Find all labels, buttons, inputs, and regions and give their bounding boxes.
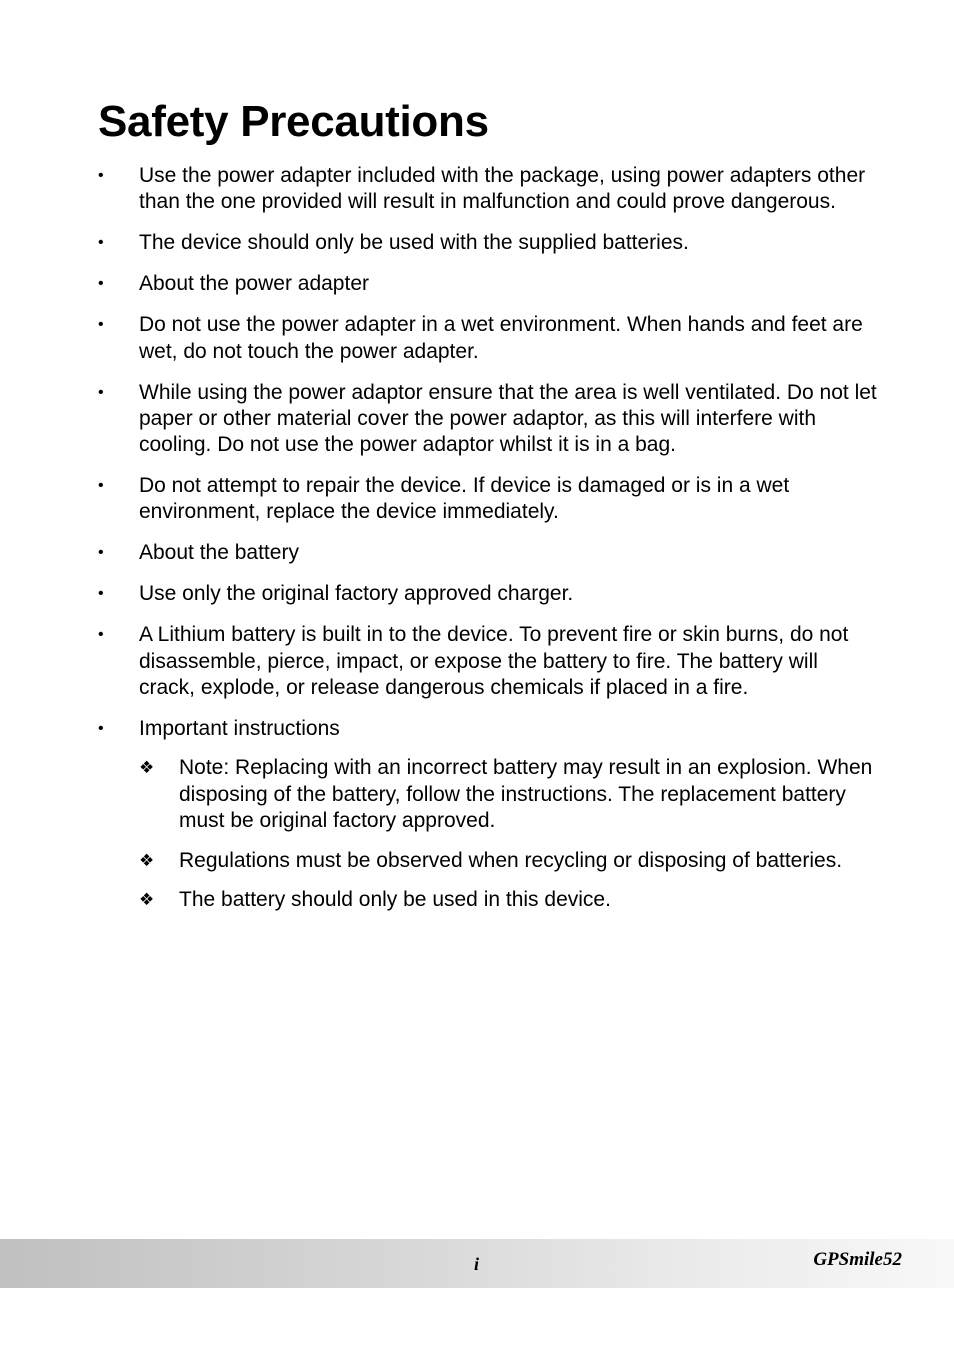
page-title: Safety Precautions [98,97,489,146]
bullet-icon: • [98,477,104,495]
list-item [98,380,878,459]
list-item-text: About the power adapter [139,272,369,296]
list-item [98,473,878,526]
list-item-text: A Lithium battery is built in to the device. To prevent fire or skin burns, do not disassemble, pierce, impact, or expose the battery to fire. The battery will crack, explode, or release dangerous chemicals if placed in a fire. [139,623,849,699]
list-item-text: Do not use the power adapter in a wet environment. When hands and feet are wet, do not touch the power adapter. [139,313,863,363]
list-item [98,271,878,297]
bullet-icon: • [98,275,104,293]
diamond-bullet-icon: ❖ [139,890,155,910]
bullet-icon: • [98,626,104,644]
list-item-text: Important instructions [139,716,340,740]
list-item-text: About the battery [139,541,299,565]
bullet-icon: • [98,719,104,737]
list-item-text: While using the power adaptor ensure that the area is well ventilated. Do not let paper or other material cover the power adaptor, as this will interfere with cooling. Do not use the power adaptor whilst it is in a bag. [139,380,877,457]
sub-list [139,755,878,913]
bullet-icon: • [98,383,104,401]
product-model: GPSmile52 [813,1249,902,1270]
list-item [98,716,878,914]
list-item [98,581,878,607]
list-item [98,163,878,216]
diamond-bullet-icon: ❖ [139,850,155,870]
sub-list-item-text: Note: Replacing with an incorrect battery may result in an explosion. When disposing of the battery, follow the instructions. The replacement battery must be original factory approved. [179,756,873,832]
list-item-text: The device should only be used with the supplied batteries. [139,231,689,255]
bullet-icon: • [98,316,104,334]
bullet-icon: • [98,585,104,603]
sub-list-item [139,887,878,913]
sub-list-item-text: Regulations must be observed when recycling or disposing of batteries. [179,848,843,872]
diamond-bullet-icon: ❖ [139,758,155,778]
list-item [98,312,878,365]
page-number: i [474,1254,480,1274]
list-item [98,540,878,566]
bullet-icon: • [98,234,104,252]
sub-list-item [139,848,878,874]
list-item-text: Do not attempt to repair the device. If device is damaged or is in a wet environment, replace the device immediately. [139,474,790,524]
list-item [98,230,878,256]
sub-list-item-text: The battery should only be used in this device. [179,888,611,912]
list-item-text: Use only the original factory approved charger. [139,582,574,606]
safety-list [98,163,878,928]
sub-list-item [139,755,878,834]
bullet-icon: • [98,544,104,562]
list-item [98,622,878,701]
bullet-icon: • [98,167,104,184]
list-item-text: Use the power adapter included with the package, using power adapters other than the one provided will result in malfunction and could prove dangerous. [139,164,866,214]
